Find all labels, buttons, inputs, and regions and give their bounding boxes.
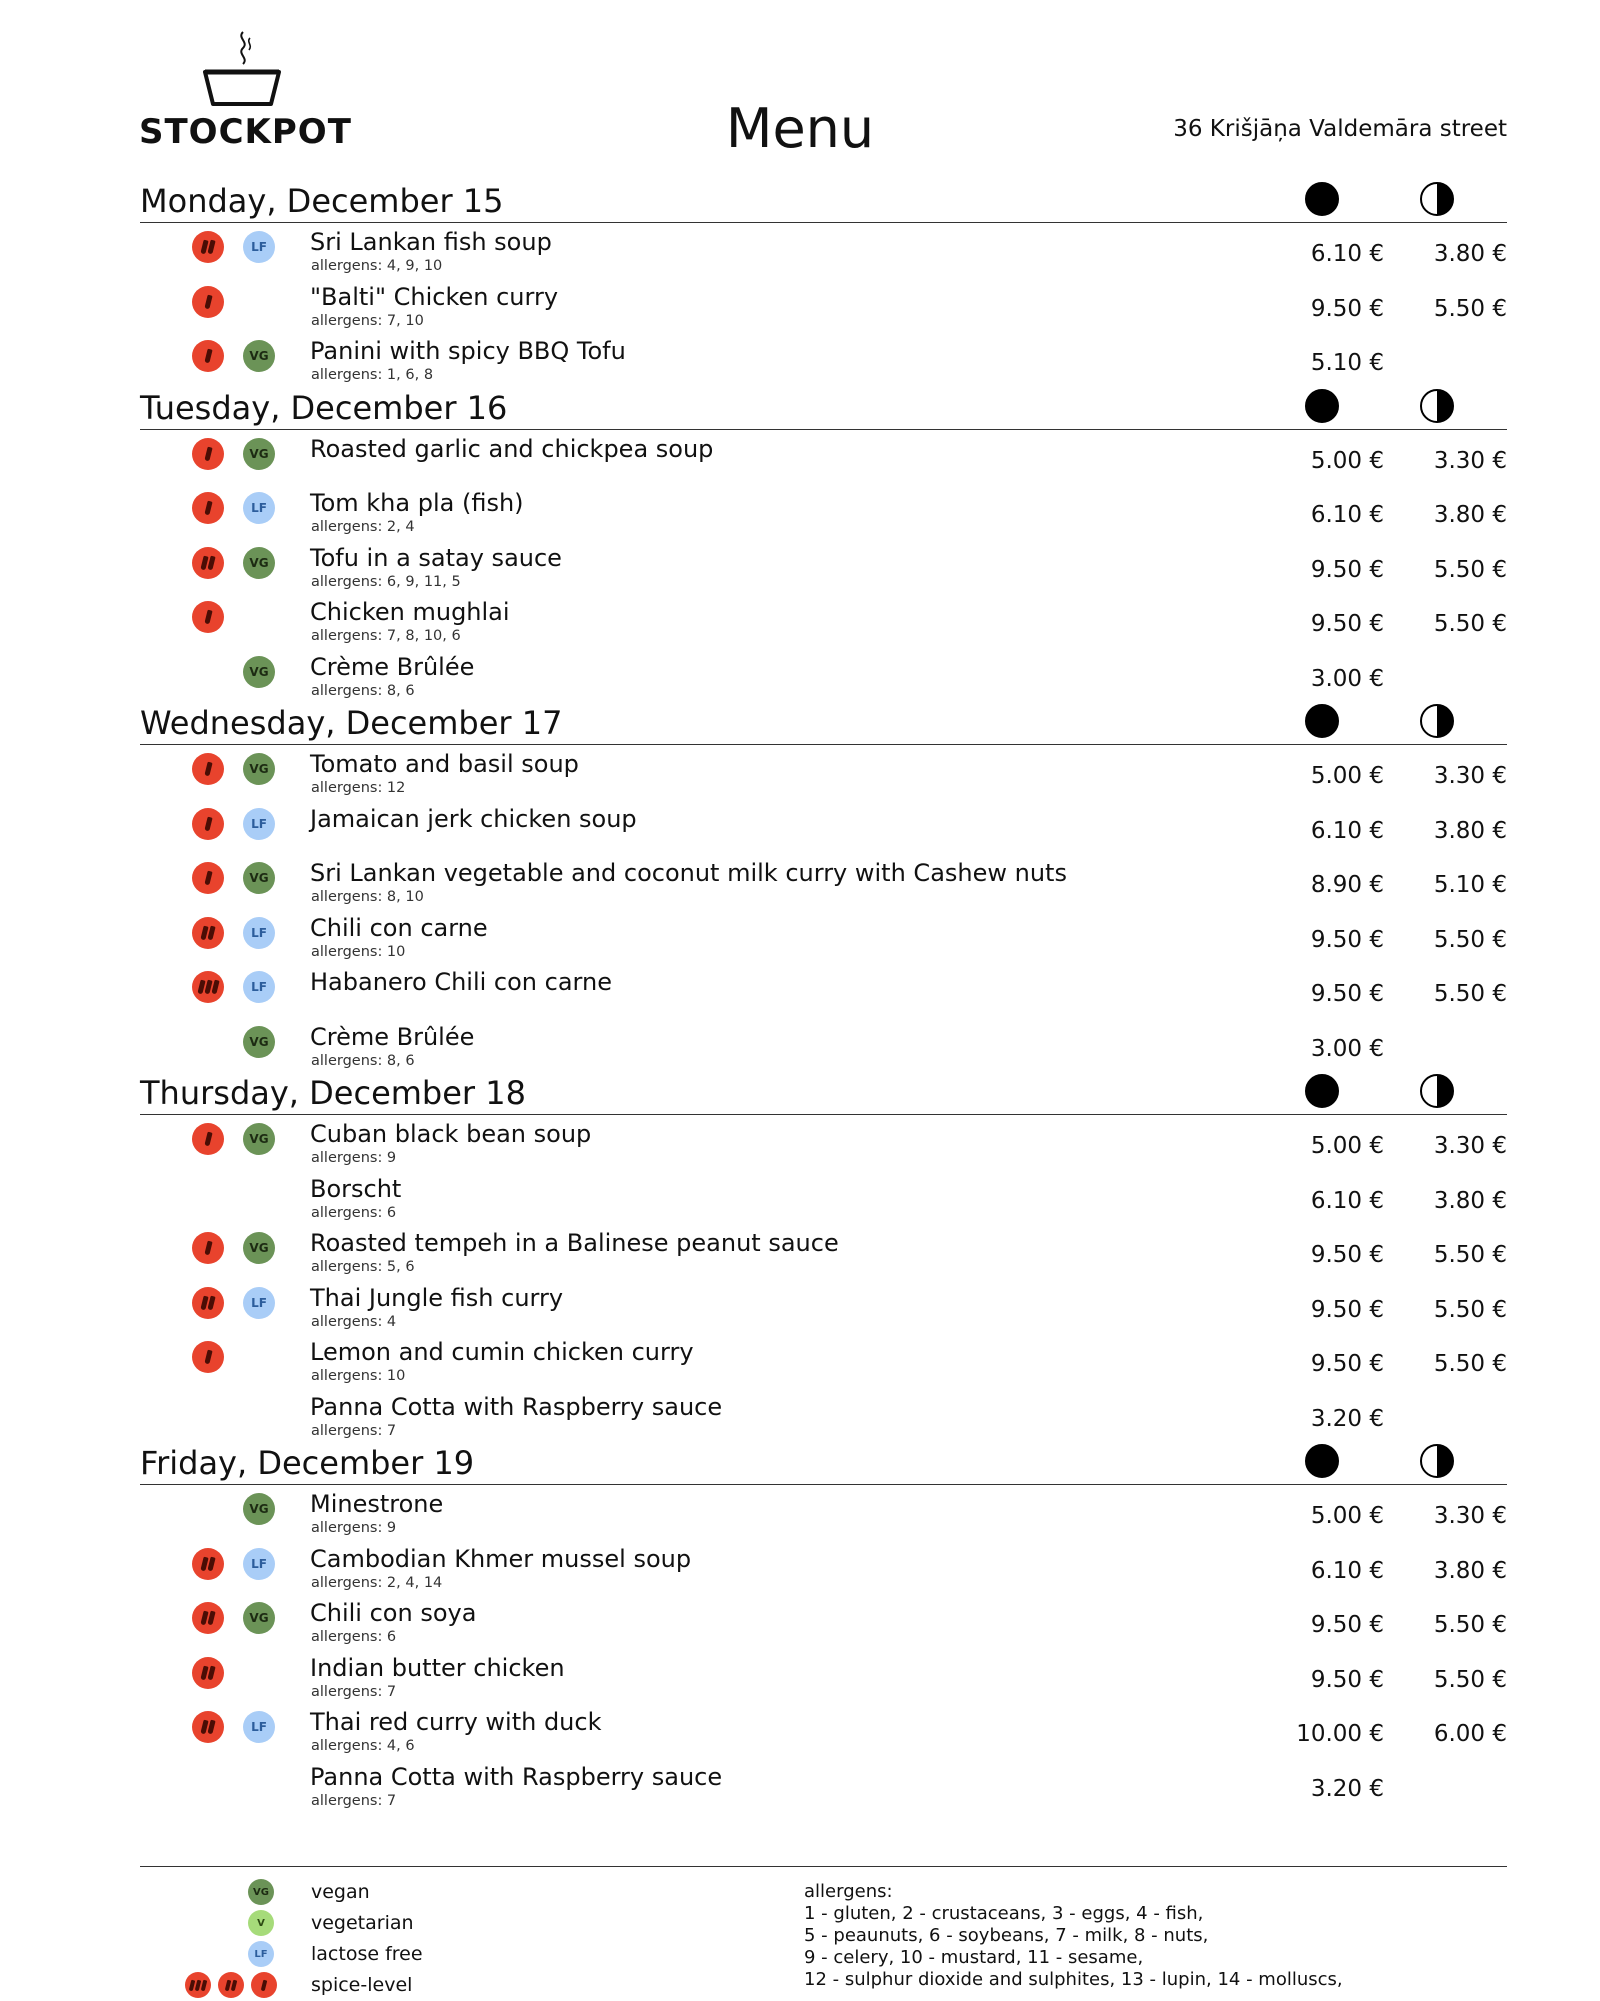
- menu-item: [140, 332, 1507, 387]
- lactose-free-icon: LF: [248, 1941, 274, 1967]
- item-allergens: allergens: 4, 9, 10: [311, 258, 443, 274]
- day-title: Thursday, December 18: [140, 1074, 526, 1112]
- legend-spice-label: spice-level: [311, 1974, 413, 1996]
- item-allergens: allergens: 6: [311, 1204, 397, 1221]
- spice-level-icon: [192, 231, 224, 263]
- menu-item: [140, 1333, 1507, 1388]
- item-allergens: allergens: 9: [311, 1150, 397, 1166]
- item-allergens: allergens: 7, 10: [311, 312, 424, 329]
- price-full: 3.20 €: [1310, 1775, 1384, 1802]
- allergen-key-title: allergens:: [804, 1881, 893, 1902]
- menu-item: [140, 1485, 1507, 1540]
- full-portion-icon: [1305, 704, 1339, 738]
- price-half: 3.80 €: [1433, 817, 1507, 844]
- spice-level-3-icon: [185, 1972, 211, 1998]
- day-section: [140, 1072, 1507, 1442]
- vegan-icon: VG: [243, 1123, 275, 1155]
- vegan-icon: VG: [243, 862, 275, 894]
- item-name: Chili con carne: [310, 913, 488, 942]
- item-allergens: allergens: 8, 6: [311, 682, 415, 699]
- menu-item: [140, 745, 1507, 800]
- day-section: [140, 387, 1507, 703]
- vegan-icon: VG: [243, 1026, 275, 1058]
- item-name: Cuban black bean soup: [310, 1120, 592, 1148]
- address: 36 Krišjāņa Valdemāra street: [1173, 116, 1507, 142]
- item-allergens: allergens: 2, 4: [311, 519, 415, 535]
- legend-spice: [140, 1970, 740, 2001]
- price-full: 5.00 €: [1310, 1133, 1384, 1159]
- price-half: 6.00 €: [1433, 1721, 1507, 1747]
- vegan-icon: VG: [248, 1879, 274, 1905]
- menu-item: [140, 1540, 1507, 1595]
- menu-item: [140, 1703, 1507, 1758]
- half-portion-icon: [1420, 389, 1454, 423]
- vegan-icon: VG: [243, 438, 275, 470]
- price-full: 9.50 €: [1310, 1351, 1384, 1377]
- item-allergens: allergens: 6, 9, 11, 5: [311, 573, 461, 590]
- item-name: Chili con soya: [310, 1599, 477, 1627]
- item-name: Crème Brûlée: [310, 1022, 475, 1051]
- spice-level-icon: [192, 1657, 224, 1689]
- legend: [140, 1877, 740, 2001]
- brand-name: STOCKPOT: [139, 112, 352, 152]
- price-half: 3.30 €: [1433, 1133, 1507, 1159]
- item-name: Tom kha pla (fish): [310, 489, 524, 517]
- menu-item: [140, 484, 1507, 539]
- spice-level-icon: [192, 286, 224, 318]
- lactose-free-icon: LF: [243, 492, 275, 524]
- item-name: Cambodian Khmer mussel soup: [310, 1544, 692, 1573]
- price-full: 8.90 €: [1310, 872, 1384, 898]
- day-title: Friday, December 19: [140, 1444, 475, 1482]
- vegan-icon: VG: [243, 1232, 275, 1264]
- full-portion-icon: [1305, 389, 1339, 423]
- item-allergens: allergens: 10: [311, 943, 406, 960]
- price-full: 9.50 €: [1310, 1612, 1384, 1638]
- price-half: 3.80 €: [1433, 1557, 1507, 1584]
- item-name: Indian butter chicken: [310, 1653, 565, 1682]
- menu-item: [140, 539, 1507, 594]
- half-portion-icon: [1420, 1074, 1454, 1108]
- price-half: 3.30 €: [1433, 763, 1507, 789]
- price-half: 5.50 €: [1433, 556, 1507, 583]
- spice-level-icon: [192, 971, 224, 1003]
- menu-item: [140, 909, 1507, 964]
- item-allergens: allergens: 4: [311, 1313, 397, 1330]
- price-half: 5.50 €: [1433, 1612, 1507, 1638]
- price-full: 6.10 €: [1310, 817, 1384, 844]
- item-name: Roasted tempeh in a Balinese peanut sauce: [310, 1229, 839, 1257]
- price-half: 3.80 €: [1433, 1187, 1507, 1214]
- legend-lactose-label: lactose free: [311, 1943, 423, 1965]
- lactose-free-icon: LF: [243, 1287, 275, 1319]
- price-full: 5.00 €: [1310, 763, 1384, 789]
- price-half: 3.80 €: [1433, 241, 1507, 267]
- menu-item: [140, 1224, 1507, 1279]
- price-full: 9.50 €: [1310, 926, 1384, 953]
- item-name: Panna Cotta with Raspberry sauce: [310, 1762, 723, 1791]
- item-name: Panna Cotta with Raspberry sauce: [310, 1392, 723, 1421]
- item-name: Sri Lankan fish soup: [310, 228, 552, 256]
- menu-item: [140, 1594, 1507, 1649]
- spice-level-icon: [192, 1123, 224, 1155]
- allergen-key-line: 9 - celery, 10 - mustard, 11 - sesame,: [804, 1947, 1144, 1968]
- legend-vegetarian-label: vegetarian: [311, 1912, 414, 1934]
- spice-level-icon: [192, 601, 224, 633]
- lactose-free-icon: LF: [243, 1548, 275, 1580]
- menu-item: [140, 1388, 1507, 1443]
- legend-vegan: [140, 1877, 740, 1908]
- spice-level-icon: [192, 753, 224, 785]
- menu-days: [140, 180, 1507, 1812]
- item-name: Roasted garlic and chickpea soup: [310, 434, 714, 463]
- allergen-key-line: 12 - sulphur dioxide and sulphites, 13 - lupin, 14 - molluscs,: [804, 1969, 1343, 1990]
- vegan-icon: VG: [243, 1493, 275, 1525]
- item-name: Chicken mughlai: [310, 598, 510, 626]
- spice-level-icon: [192, 1341, 224, 1373]
- price-full: 6.10 €: [1310, 241, 1384, 267]
- day-section: [140, 702, 1507, 1072]
- lactose-free-icon: LF: [243, 808, 275, 840]
- price-full: 9.50 €: [1310, 295, 1384, 322]
- price-full: 6.10 €: [1310, 502, 1384, 528]
- day-section: [140, 180, 1507, 387]
- price-full: 5.00 €: [1310, 447, 1384, 474]
- day-section: [140, 1442, 1507, 1812]
- item-allergens: allergens: 12: [311, 780, 406, 796]
- item-allergens: allergens: 8, 10: [311, 889, 424, 905]
- item-allergens: allergens: 6: [311, 1629, 397, 1645]
- item-name: "Balti" Chicken curry: [310, 282, 559, 311]
- day-title: Monday, December 15: [140, 182, 504, 220]
- day-header: [140, 1442, 1507, 1485]
- item-name: Sri Lankan vegetable and coconut milk curry with Cashew nuts: [310, 859, 1067, 887]
- price-full: 3.00 €: [1310, 665, 1384, 692]
- price-full: 5.00 €: [1310, 1503, 1384, 1529]
- price-full: 3.20 €: [1310, 1405, 1384, 1432]
- item-allergens: allergens: 7, 8, 10, 6: [311, 628, 461, 644]
- price-half: 3.30 €: [1433, 1503, 1507, 1529]
- menu-item: [140, 854, 1507, 909]
- half-portion-icon: [1420, 1444, 1454, 1478]
- full-portion-icon: [1305, 182, 1339, 216]
- half-portion-icon: [1420, 182, 1454, 216]
- vegan-icon: VG: [243, 656, 275, 688]
- price-full: 9.50 €: [1310, 1242, 1384, 1268]
- spice-level-icon: [192, 547, 224, 579]
- day-header: [140, 1072, 1507, 1115]
- day-header: [140, 387, 1507, 430]
- item-name: Minestrone: [310, 1490, 444, 1518]
- vegetarian-icon: V: [248, 1910, 274, 1936]
- legend-lactose-free: [140, 1939, 740, 1970]
- item-name: Tomato and basil soup: [310, 750, 579, 778]
- menu-footer: [140, 1866, 1507, 1996]
- price-half: 5.50 €: [1433, 926, 1507, 953]
- spice-level-icon: [192, 1548, 224, 1580]
- lactose-free-icon: LF: [243, 971, 275, 1003]
- price-half: 5.50 €: [1433, 1296, 1507, 1323]
- spice-level-icon: [192, 1287, 224, 1319]
- item-name: Thai red curry with duck: [310, 1708, 602, 1736]
- price-half: 5.50 €: [1433, 981, 1507, 1007]
- pot-icon: [203, 28, 281, 108]
- menu-item: [140, 800, 1507, 855]
- item-allergens: allergens: 7: [311, 1792, 397, 1809]
- spice-level-1-icon: [251, 1972, 277, 1998]
- legend-vegan-label: vegan: [311, 1881, 370, 1903]
- price-half: 5.10 €: [1433, 872, 1507, 898]
- spice-level-icon: [192, 1602, 224, 1634]
- menu-item: [140, 963, 1507, 1018]
- item-name: Thai Jungle fish curry: [310, 1283, 564, 1312]
- menu-item: [140, 223, 1507, 278]
- vegan-icon: VG: [243, 547, 275, 579]
- item-allergens: allergens: 2, 4, 14: [311, 1574, 443, 1591]
- half-portion-icon: [1420, 704, 1454, 738]
- price-full: 5.10 €: [1310, 350, 1384, 376]
- spice-level-icon: [192, 862, 224, 894]
- menu-item: [140, 648, 1507, 703]
- item-allergens: allergens: 4, 6: [311, 1738, 415, 1754]
- day-title: Tuesday, December 16: [140, 388, 508, 427]
- vegan-icon: VG: [243, 1602, 275, 1634]
- spice-level-icon: [192, 1232, 224, 1264]
- spice-level-icon: [192, 917, 224, 949]
- price-half: 5.50 €: [1433, 1351, 1507, 1377]
- price-full: 3.00 €: [1310, 1035, 1384, 1062]
- price-full: 9.50 €: [1310, 1296, 1384, 1323]
- spice-level-icon: [192, 1711, 224, 1743]
- legend-vegetarian: [140, 1908, 740, 1939]
- spice-level-icon: [192, 438, 224, 470]
- item-name: Jamaican jerk chicken soup: [310, 804, 637, 833]
- item-allergens: allergens: 7: [311, 1422, 397, 1439]
- menu-item: [140, 1279, 1507, 1334]
- stockpot-logo: [139, 28, 352, 152]
- price-half: 3.30 €: [1433, 447, 1507, 474]
- menu-item: [140, 1758, 1507, 1813]
- price-half: 5.50 €: [1433, 295, 1507, 322]
- vegan-icon: VG: [243, 753, 275, 785]
- menu-item: [140, 430, 1507, 485]
- menu-item: [140, 1115, 1507, 1170]
- item-name: Lemon and cumin chicken curry: [310, 1338, 694, 1366]
- menu-item: [140, 593, 1507, 648]
- vegan-icon: VG: [243, 340, 275, 372]
- allergen-key-line: 1 - gluten, 2 - crustaceans, 3 - eggs, 4 - fish,: [804, 1903, 1204, 1924]
- price-half: 5.50 €: [1433, 1666, 1507, 1693]
- day-header: [140, 702, 1507, 745]
- menu-item: [140, 1170, 1507, 1225]
- spice-level-icon: [192, 808, 224, 840]
- page-title: Menu: [725, 97, 875, 160]
- item-name: Borscht: [310, 1174, 402, 1203]
- price-half: 5.50 €: [1433, 1242, 1507, 1268]
- price-full: 6.10 €: [1310, 1187, 1384, 1214]
- full-portion-icon: [1305, 1444, 1339, 1478]
- day-title: Wednesday, December 17: [140, 704, 563, 742]
- spice-level-icon: [192, 492, 224, 524]
- price-full: 9.50 €: [1310, 1666, 1384, 1693]
- price-full: 6.10 €: [1310, 1557, 1384, 1584]
- allergen-key-line: 5 - peaunuts, 6 - soybeans, 7 - milk, 8 - nuts,: [804, 1925, 1209, 1946]
- lactose-free-icon: LF: [243, 917, 275, 949]
- allergen-key: [804, 1881, 1343, 1991]
- price-full: 10.00 €: [1296, 1721, 1384, 1747]
- item-name: Crème Brûlée: [310, 652, 475, 681]
- menu-item: [140, 278, 1507, 333]
- item-name: Tofu in a satay sauce: [310, 543, 562, 572]
- day-header: [140, 180, 1507, 223]
- price-full: 9.50 €: [1310, 611, 1384, 637]
- item-name: Habanero Chili con carne: [310, 968, 612, 996]
- item-allergens: allergens: 10: [311, 1368, 406, 1384]
- price-full: 9.50 €: [1310, 981, 1384, 1007]
- item-allergens: allergens: 5, 6: [311, 1259, 415, 1275]
- item-allergens: allergens: 1, 6, 8: [311, 367, 434, 383]
- price-half: 5.50 €: [1433, 611, 1507, 637]
- item-allergens: allergens: 8, 6: [311, 1052, 415, 1069]
- lactose-free-icon: LF: [243, 231, 275, 263]
- menu-item: [140, 1649, 1507, 1704]
- spice-level-icon: [192, 340, 224, 372]
- menu-item: [140, 1018, 1507, 1073]
- item-allergens: allergens: 9: [311, 1520, 397, 1536]
- lactose-free-icon: LF: [243, 1711, 275, 1743]
- item-allergens: allergens: 7: [311, 1683, 397, 1700]
- item-name: Panini with spicy BBQ Tofu: [310, 337, 626, 365]
- price-full: 9.50 €: [1310, 556, 1384, 583]
- price-half: 3.80 €: [1433, 502, 1507, 528]
- full-portion-icon: [1305, 1074, 1339, 1108]
- spice-level-2-icon: [218, 1972, 244, 1998]
